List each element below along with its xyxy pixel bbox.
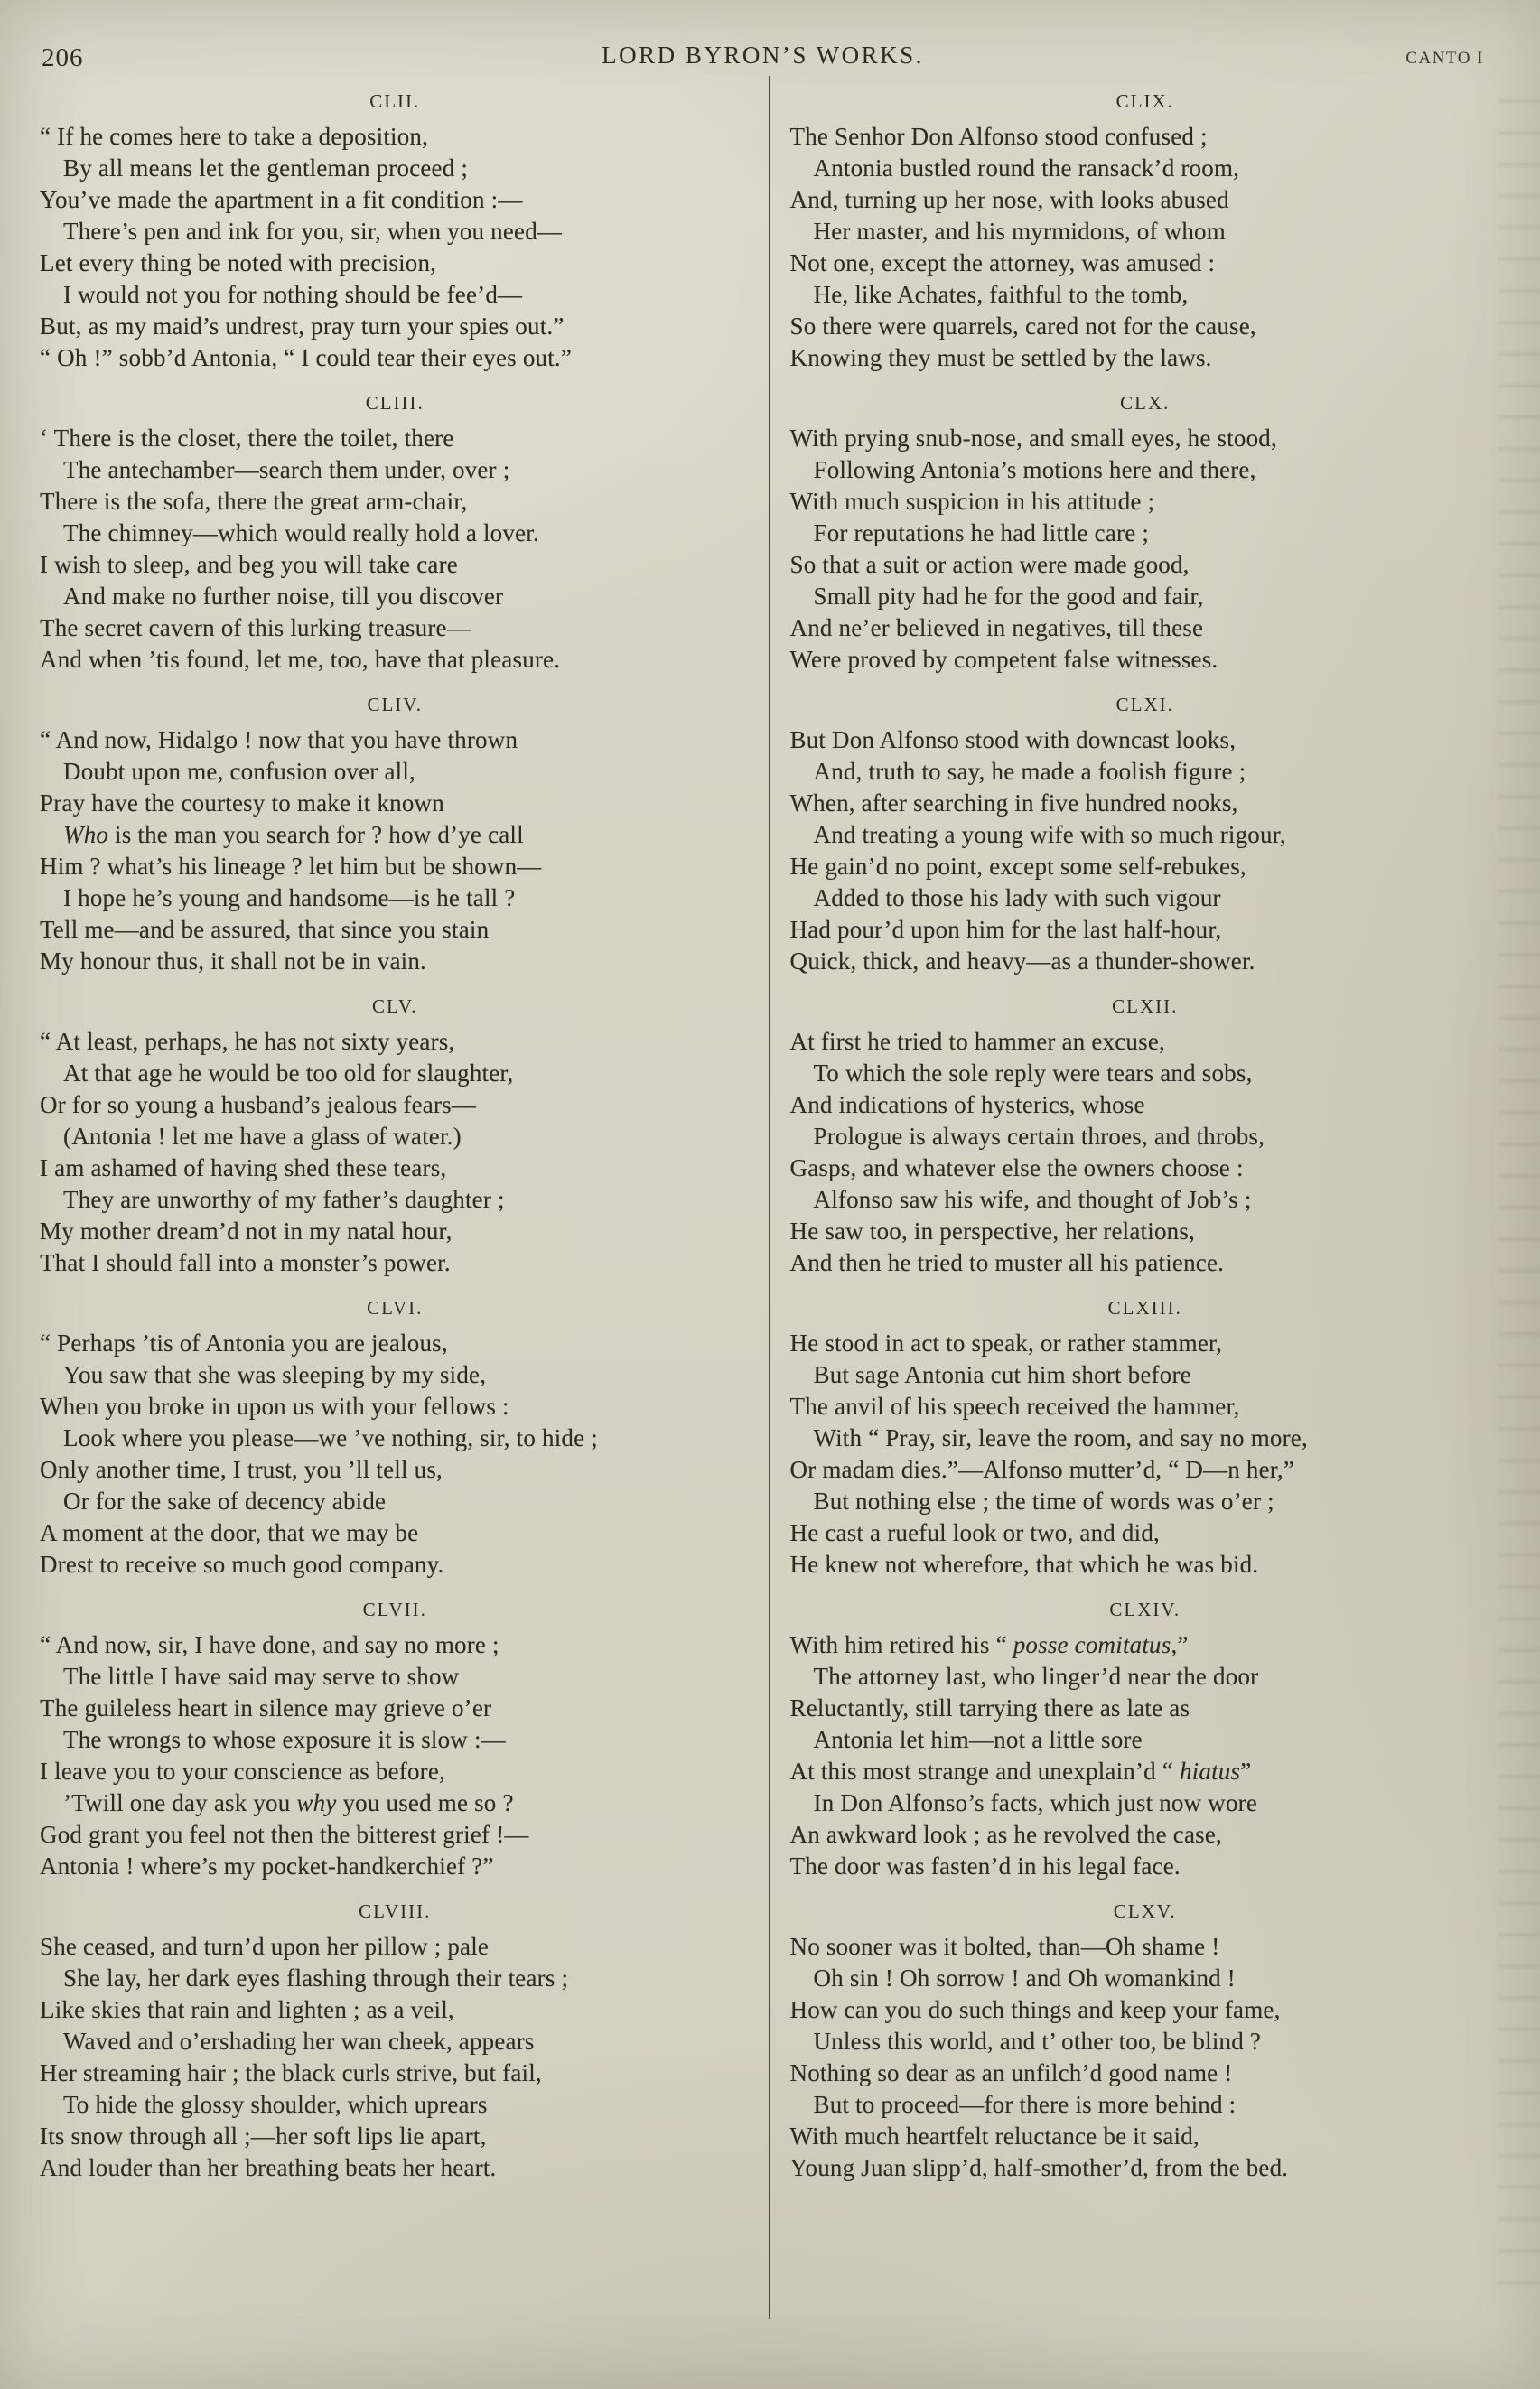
verse-line: Let every thing be noted with precision,: [40, 249, 437, 276]
stanza-numeral: CLXV.: [1113, 1900, 1177, 1922]
stanza: [40, 1900, 751, 2184]
verse-line: And, truth to say, he made a foolish figure ;: [813, 758, 1246, 785]
verse-line: Him ? what’s his lineage ? let him but be shown—: [40, 853, 542, 880]
stanza: [790, 694, 1501, 977]
verse-line: But to proceed—for there is more behind :: [813, 2091, 1237, 2118]
verse-line: He knew not wherefore, that which he was bid.: [789, 1551, 1259, 1578]
verse-line: Doubt upon me, confusion over all,: [63, 758, 415, 785]
verse-line: She ceased, and turn’d upon her pillow ; pale: [40, 1933, 490, 1960]
verse-line: There’s pen and ink for you, sir, when you need—: [63, 218, 563, 245]
verse-line: Waved and o’ershading her wan cheek, appears: [63, 2028, 535, 2055]
verse-line: Antonia ! where’s my pocket-handkerchief ?”: [40, 1852, 494, 1880]
verse-line: “ And now, Hidalgo ! now that you have thrown: [40, 726, 518, 753]
verse-line: Antonia let him—not a little sore: [813, 1726, 1143, 1753]
stanza: [40, 392, 751, 676]
verse-line: God grant you feel not then the bitterest grief !—: [40, 1821, 529, 1848]
verse-line: “ And now, sir, I have done, and say no more ;: [40, 1631, 499, 1658]
verse-line: He cast a rueful look or two, and did,: [789, 1519, 1160, 1546]
verse-line: In Don Alfonso’s facts, which just now wore: [813, 1789, 1258, 1816]
verse-line: At first he tried to hammer an excuse,: [789, 1028, 1165, 1055]
verse-line: ’Twill one day ask you why you used me so ?: [63, 1789, 514, 1816]
stanza-numeral: CLIV.: [367, 694, 424, 715]
verse-line: My honour thus, it shall not be in vain.: [40, 947, 426, 975]
left-column: [40, 76, 769, 2319]
verse-line: Added to those his lady with such vigour: [813, 884, 1221, 911]
verse-line: With prying snub-nose, and small eyes, he stood,: [789, 425, 1277, 452]
verse-line: To which the sole reply were tears and sobs,: [813, 1059, 1253, 1087]
verse-line: ‘ There is the closet, there the toilet, there: [40, 425, 454, 452]
verse-line: No sooner was it bolted, than—Oh shame !: [789, 1933, 1220, 1960]
verse-line: The door was fasten’d in his legal face.: [789, 1852, 1181, 1880]
verse-line: Or for the sake of decency abide: [63, 1488, 387, 1515]
verse-line: I hope he’s young and handsome—is he tall ?: [63, 884, 516, 911]
stanza-numeral: CLIII.: [365, 392, 425, 414]
verse-line: At that age he would be too old for slaughter,: [63, 1059, 514, 1087]
verse-line: Not one, except the attorney, was amused :: [789, 249, 1216, 276]
verse-line: With him retired his “ posse comitatus,”: [789, 1631, 1189, 1658]
verse-line: She lay, her dark eyes flashing through their tears ;: [63, 1964, 569, 1992]
verse-line: He stood in act to speak, or rather stammer,: [789, 1330, 1223, 1357]
verse-line: Pray have the courtesy to make it known: [40, 789, 444, 817]
verse-line: And when ’tis found, let me, too, have that pleasure.: [40, 646, 561, 673]
verse-line: I leave you to your conscience as before,: [40, 1758, 446, 1785]
verse-line: Or for so young a husband’s jealous fears—: [40, 1091, 477, 1118]
page-header: [42, 42, 1484, 78]
stanza: [40, 1599, 751, 1882]
verse-line: He saw too, in perspective, her relations,: [789, 1218, 1196, 1245]
verse-line: Her master, and his myrmidons, of whom: [813, 218, 1226, 245]
verse-line: Following Antonia’s motions here and there,: [813, 456, 1256, 483]
verse-line: “ At least, perhaps, he has not sixty years,: [40, 1028, 455, 1055]
verse-line: But, as my maid’s undrest, pray turn your spies out.”: [40, 313, 565, 340]
stanza-numeral: CLXIII.: [1107, 1297, 1182, 1319]
stanza-numeral: CLII.: [369, 90, 421, 112]
verse-line: When you broke in upon us with your fellows :: [40, 1393, 509, 1420]
verse-line: And louder than her breathing beats her heart.: [40, 2154, 497, 2181]
running-title: LORD BYRON’S WORKS.: [602, 42, 924, 69]
stanza: [790, 1900, 1501, 2184]
verse-line: He gain’d no point, except some self-rebukes,: [789, 853, 1246, 880]
verse-line: Only another time, I trust, you ’ll tell us,: [40, 1456, 443, 1483]
stanza: [790, 995, 1501, 1279]
stanza: [790, 90, 1501, 374]
verse-line: Alfonso saw his wife, and thought of Job’s ;: [813, 1186, 1252, 1213]
verse-line: And indications of hysterics, whose: [789, 1091, 1145, 1118]
stanza: [40, 694, 751, 977]
verse-line: And treating a young wife with so much rigour,: [813, 821, 1286, 848]
verse-line: I would not you for nothing should be fee’d—: [63, 281, 523, 308]
verse-line: “ Oh !” sobb’d Antonia, “ I could tear their eyes out.”: [40, 344, 573, 371]
verse-line: Small pity had he for the good and fair,: [813, 583, 1204, 610]
verse-line: Like skies that rain and lighten ; as a veil,: [40, 1996, 454, 2023]
verse-line: So there were quarrels, cared not for the cause,: [789, 313, 1256, 340]
verse-line: Look where you please—we ’ve nothing, sir, to hide ;: [63, 1424, 598, 1451]
verse-line: The chimney—which would really hold a lover.: [63, 519, 539, 546]
verse-line: Oh sin ! Oh sorrow ! and Oh womankind !: [813, 1964, 1236, 1992]
page-number: 206: [42, 43, 84, 72]
verse-line: Unless this world, and t’ other too, be blind ?: [813, 2028, 1262, 2055]
stanza: [40, 1297, 751, 1581]
stanza-numeral: CLX.: [1120, 392, 1171, 414]
canto-label: CANTO I: [1405, 49, 1484, 68]
verse-line: “ Perhaps ’tis of Antonia you are jealous,: [40, 1330, 448, 1357]
verse-line: By all means let the gentleman proceed ;: [63, 154, 469, 182]
verse-line: The anvil of his speech received the hammer,: [789, 1393, 1240, 1420]
stanza-numeral: CLVII.: [362, 1599, 427, 1620]
verse-line: Young Juan slipp’d, half-smother’d, from the bed.: [789, 2154, 1289, 2181]
verse-line: But sage Antonia cut him short before: [813, 1361, 1191, 1388]
verse-line: Knowing they must be settled by the laws.: [789, 344, 1212, 371]
verse-line: Nothing so dear as an unfilch’d good name !: [789, 2059, 1233, 2086]
verse-line: I am ashamed of having shed these tears,: [40, 1154, 447, 1181]
stanza: [40, 90, 751, 374]
verse-line: But Don Alfonso stood with downcast looks,: [789, 726, 1237, 753]
stanza-numeral: CLVIII.: [359, 1900, 432, 1922]
verse-line: Prologue is always certain throes, and throbs,: [813, 1123, 1265, 1150]
verse-line: And, turning up her nose, with looks abused: [789, 186, 1229, 213]
verse-line: With much suspicion in his attitude ;: [789, 488, 1155, 515]
verse-line: Her streaming hair ; the black curls strive, but fail,: [40, 2059, 542, 2086]
verse-line: Reluctantly, still tarrying there as late as: [789, 1694, 1190, 1722]
verse-line: The wrongs to whose exposure it is slow :—: [63, 1726, 506, 1753]
bleedthrough-texture: [1498, 99, 1540, 2308]
verse-line: And then he tried to muster all his patience.: [789, 1249, 1225, 1276]
verse-line: A moment at the door, that we may be: [40, 1519, 419, 1546]
stanza-numeral: CLXI.: [1115, 694, 1174, 715]
verse-line: Who is the man you search for ? how d’ye call: [63, 821, 524, 848]
stanza-numeral: CLXII.: [1112, 995, 1179, 1017]
verse-line: He, like Achates, faithful to the tomb,: [813, 281, 1189, 308]
verse-line: When, after searching in five hundred nooks,: [789, 789, 1238, 817]
verse-line: An awkward look ; as he revolved the case,: [789, 1821, 1222, 1848]
verse-line: They are unworthy of my father’s daughter ;: [63, 1186, 505, 1213]
verse-line: With much heartfelt reluctance be it said,: [789, 2123, 1199, 2150]
verse-line: Tell me—and be assured, that since you stain: [40, 916, 490, 943]
verse-line: And make no further noise, till you discover: [63, 583, 504, 610]
stanza: [790, 1599, 1501, 1882]
verse-line: The secret cavern of this lurking treasure—: [40, 614, 471, 641]
verse-line: How can you do such things and keep your fame,: [789, 1996, 1281, 2023]
stanza: [40, 995, 751, 1279]
verse-line: With “ Pray, sir, leave the room, and say no more,: [813, 1424, 1308, 1451]
verse-line: My mother dream’d not in my natal hour,: [40, 1218, 453, 1245]
right-column: [770, 76, 1501, 2319]
verse-line: You’ve made the apartment in a fit condition :—: [40, 186, 523, 213]
verse-line: Quick, thick, and heavy—as a thunder-shower.: [789, 947, 1255, 975]
verse-line: But nothing else ; the time of words was o’er ;: [813, 1488, 1274, 1515]
verse-line: So that a suit or action were made good,: [789, 551, 1190, 578]
verse-line: Gasps, and whatever else the owners choose :: [789, 1154, 1244, 1181]
verse-line: And ne’er believed in negatives, till these: [789, 614, 1204, 641]
stanza-numeral: CLV.: [371, 995, 418, 1017]
verse-line: The attorney last, who linger’d near the door: [813, 1663, 1259, 1690]
verse-line: Had pour’d upon him for the last half-hour,: [789, 916, 1222, 943]
verse-line: To hide the glossy shoulder, which uprears: [63, 2091, 488, 2118]
stanza-numeral: CLVI.: [367, 1297, 424, 1319]
verse-line: The little I have said may serve to show: [63, 1663, 460, 1690]
verse-line: I wish to sleep, and beg you will take care: [40, 551, 458, 578]
verse-line: That I should fall into a monster’s power.: [40, 1249, 451, 1276]
verse-line: At this most strange and unexplain’d “ hiatus”: [789, 1758, 1252, 1785]
verse-line: Or madam dies.”—Alfonso mutter’d, “ D—n her,”: [789, 1456, 1295, 1483]
text-columns: [40, 76, 1500, 2319]
verse-line: The guileless heart in silence may grieve o’er: [40, 1694, 492, 1722]
verse-line: Its snow through all ;—her soft lips lie apart,: [40, 2123, 487, 2150]
verse-line: The antechamber—search them under, over ;: [63, 456, 510, 483]
verse-line: Drest to receive so much good company.: [40, 1551, 444, 1578]
verse-line: You saw that she was sleeping by my side,: [63, 1361, 487, 1388]
stanza-numeral: CLIX.: [1115, 90, 1174, 112]
verse-line: “ If he comes here to take a deposition,: [40, 123, 429, 150]
verse-line: (Antonia ! let me have a glass of water.): [63, 1123, 462, 1150]
verse-line: There is the sofa, there the great arm-chair,: [40, 488, 468, 515]
verse-line: The Senhor Don Alfonso stood confused ;: [789, 123, 1208, 150]
stanza-numeral: CLXIV.: [1109, 1599, 1181, 1620]
stanza: [790, 392, 1501, 676]
stanza: [790, 1297, 1501, 1581]
verse-line: For reputations he had little care ;: [813, 519, 1150, 546]
verse-line: Antonia bustled round the ransack’d room,: [813, 154, 1240, 182]
verse-line: Were proved by competent false witnesses.: [789, 646, 1218, 673]
